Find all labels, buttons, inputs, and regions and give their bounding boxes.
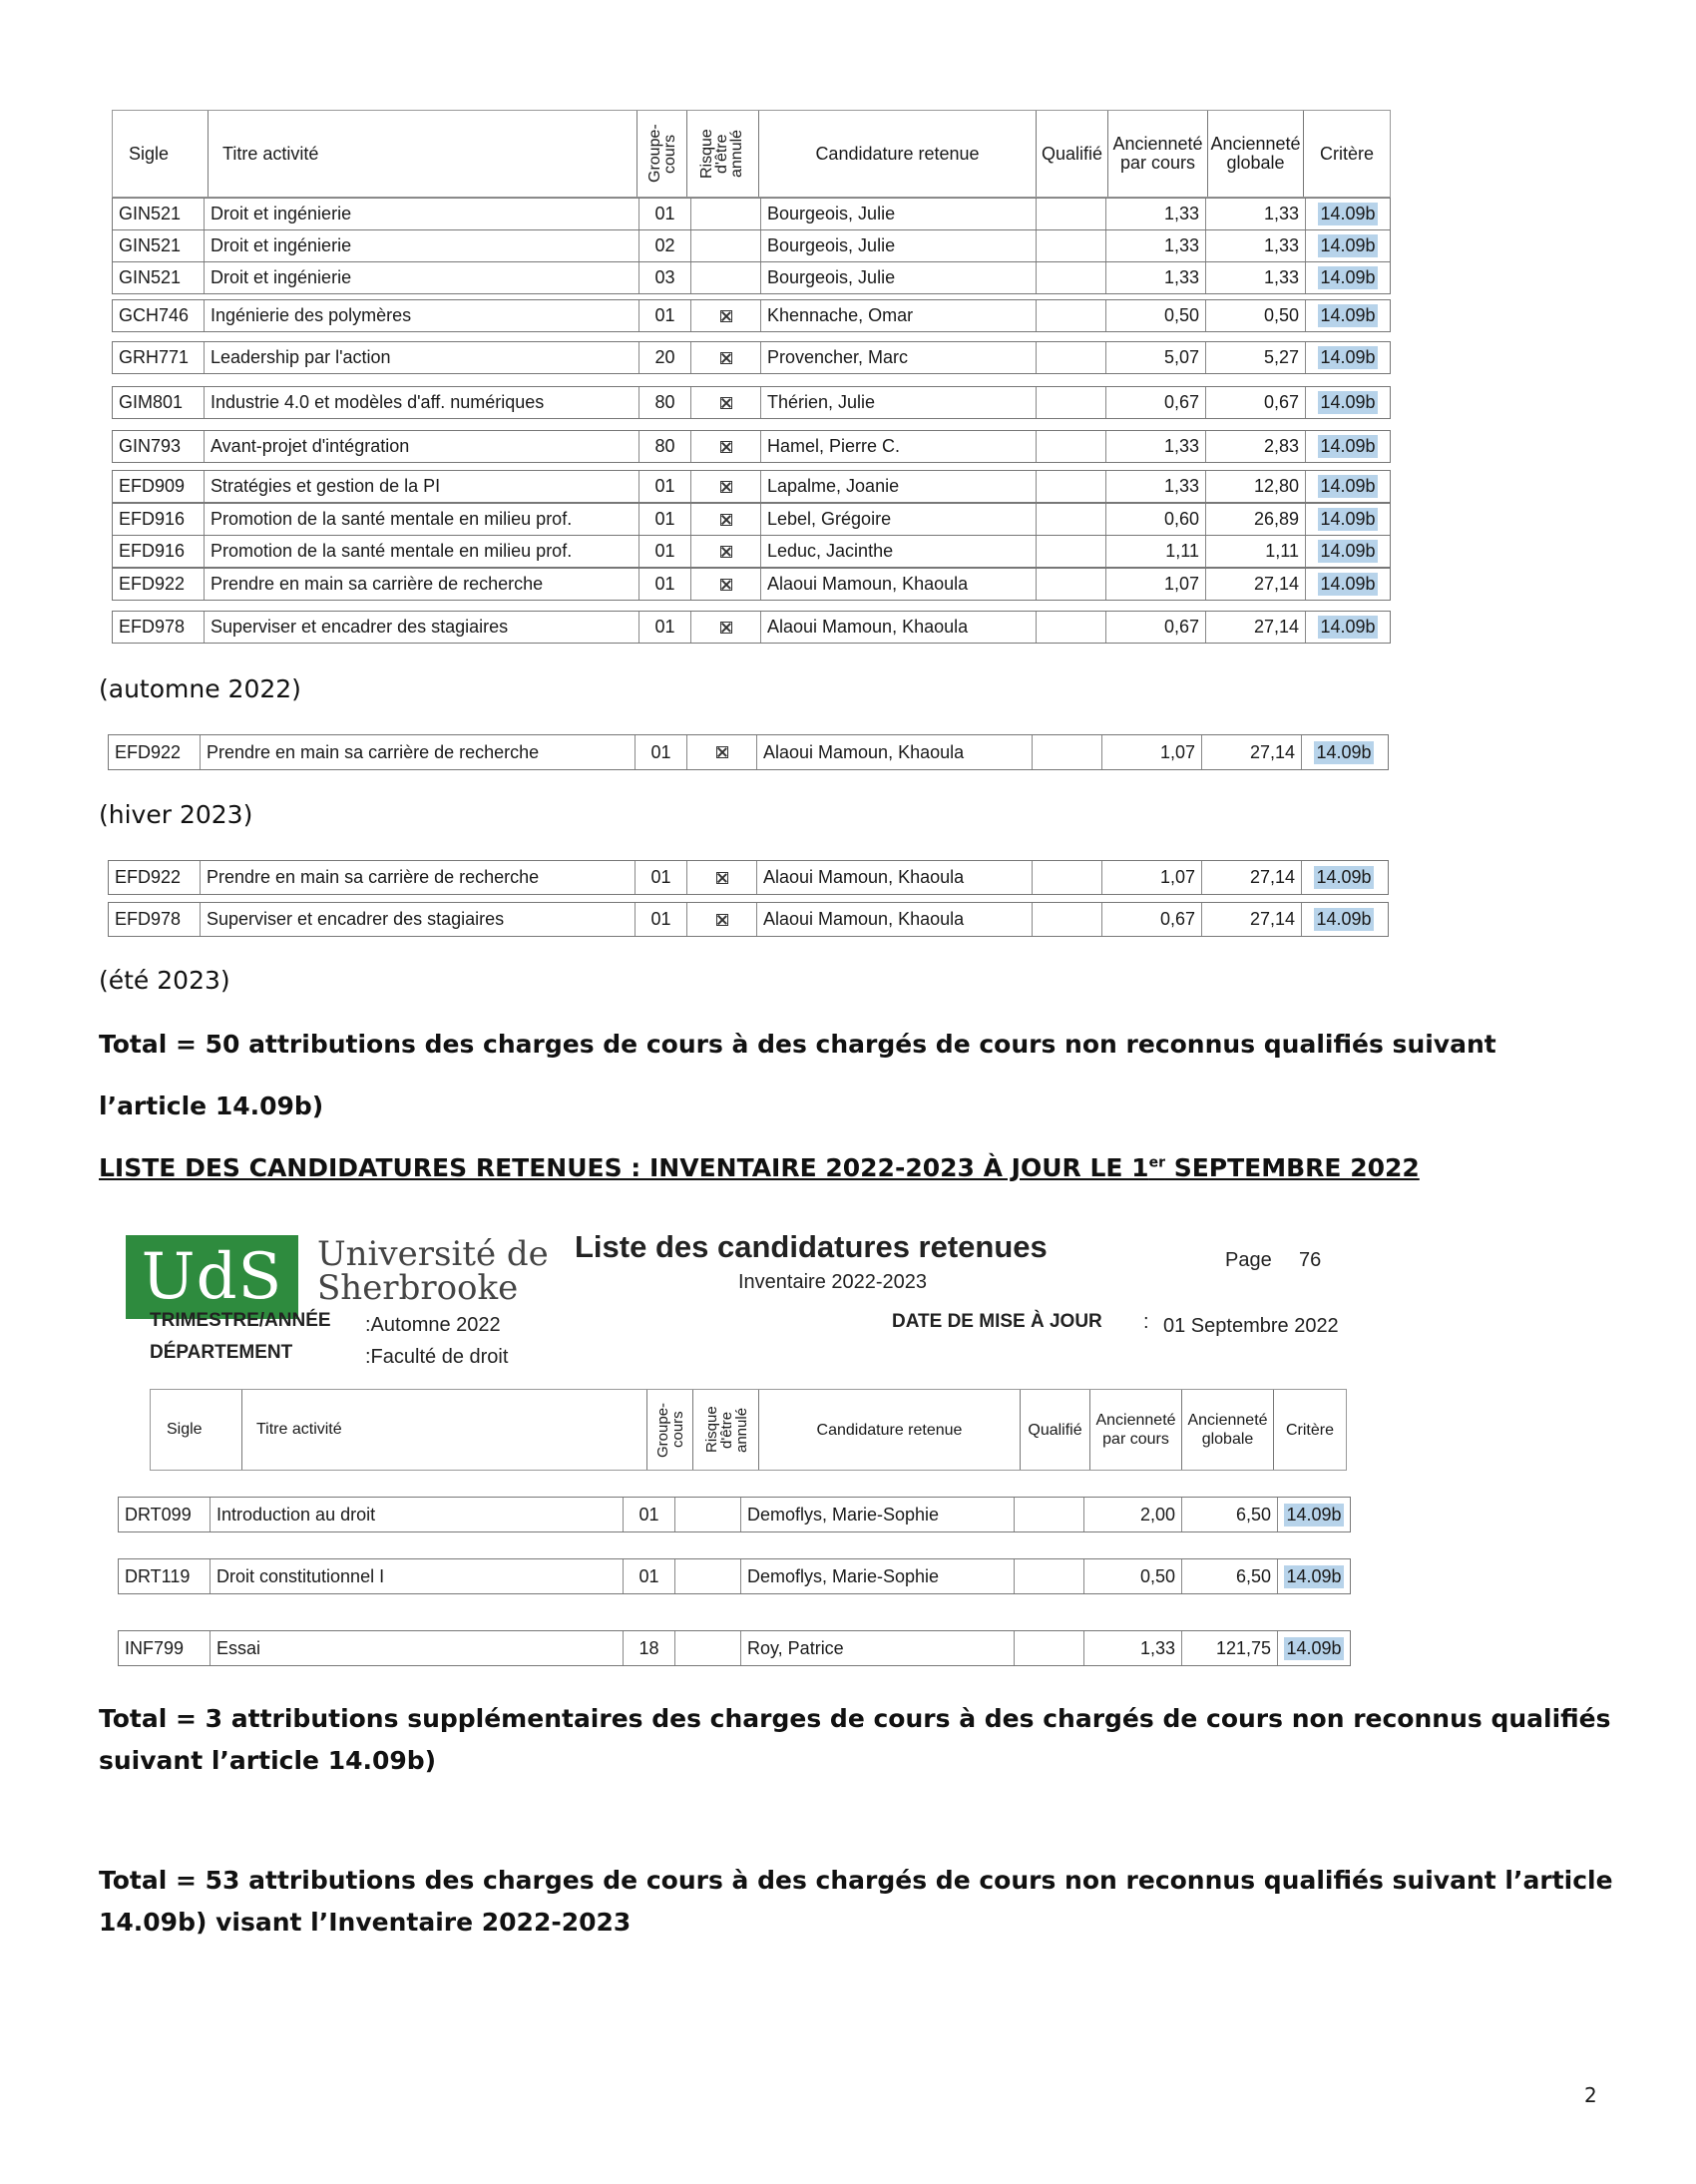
cell-qualifie (1015, 1559, 1084, 1593)
header-risque-d: Risque d'être annulé (693, 1390, 759, 1470)
cell-titre: Prendre en main sa carrière de recherche (201, 861, 636, 894)
cell-risque (691, 387, 761, 418)
cell-groupe: 01 (624, 1559, 675, 1593)
cell-anc_cours: 1,07 (1106, 569, 1206, 600)
cell-risque (691, 612, 761, 643)
cell-titre: Avant-projet d'intégration (205, 431, 639, 462)
cell-anc_cours: 1,07 (1102, 735, 1202, 769)
table-row (108, 902, 1389, 937)
table-row (112, 341, 1391, 374)
cell-sigle: GIN521 (113, 199, 205, 229)
cell-critere: 14.09b (1320, 509, 1376, 529)
cell-groupe: 01 (639, 300, 691, 331)
cell-critere: 14.09b (1320, 267, 1376, 287)
header-sigle: Sigle (113, 111, 209, 197)
cell-candidat: Hamel, Pierre C. (761, 431, 1037, 462)
cell-groupe: 01 (639, 471, 691, 502)
cell-critere: 14.09b (1286, 1565, 1342, 1586)
cell-anc_globale: 27,14 (1206, 569, 1306, 600)
cell-anc_cours: 1,07 (1102, 861, 1202, 894)
cell-qualifie (1037, 199, 1106, 229)
cell-risque (691, 536, 761, 567)
cell-sigle: EFD916 (113, 536, 205, 567)
table-row (112, 503, 1391, 536)
cell-anc_globale: 27,14 (1202, 735, 1302, 769)
cell-anc_globale: 26,89 (1206, 504, 1306, 535)
cell-risque (687, 735, 757, 769)
cell-critere: 14.09b (1320, 541, 1376, 561)
table-row (108, 734, 1389, 770)
header-titre-d: Titre activité (242, 1390, 647, 1470)
cell-qualifie (1015, 1498, 1084, 1531)
checked-box-icon (720, 441, 732, 453)
cell-critere: 14.09b (1320, 392, 1376, 412)
cell-titre: Droit et ingénierie (205, 262, 639, 293)
total-3-line1: Total = 3 attributions supplémentaires des charges de cours à des chargés de cours non reconnus qualifiés (99, 1704, 1611, 1733)
cell-qualifie (1037, 471, 1106, 502)
cell-sigle: GIN521 (113, 262, 205, 293)
cell-candidat: Roy, Patrice (741, 1631, 1015, 1665)
cell-titre: Prendre en main sa carrière de recherche (205, 569, 639, 600)
cell-sigle: GCH746 (113, 300, 205, 331)
cell-risque (691, 199, 761, 229)
table-row (112, 299, 1391, 332)
cell-anc_cours: 0,60 (1106, 504, 1206, 535)
cell-risque (691, 431, 761, 462)
header-sigle-d: Sigle (151, 1390, 242, 1470)
cell-anc_cours: 0,67 (1106, 612, 1206, 643)
table-d-header (150, 1389, 1347, 1471)
checked-box-icon (716, 746, 728, 758)
checked-box-icon (720, 622, 732, 634)
cell-critere: 14.09b (1316, 741, 1372, 762)
cell-groupe: 80 (639, 387, 691, 418)
cell-anc_globale: 0,67 (1206, 387, 1306, 418)
cell-groupe: 03 (639, 262, 691, 293)
cell-risque (675, 1559, 741, 1593)
cell-qualifie (1037, 230, 1106, 261)
header-anc-globale-d: Ancienneté globale (1182, 1390, 1274, 1470)
cell-anc_globale: 0,50 (1206, 300, 1306, 331)
header-qualifie: Qualifié (1037, 111, 1108, 197)
table-row (112, 568, 1391, 601)
cell-sigle: EFD922 (113, 569, 205, 600)
cell-anc_globale: 27,14 (1202, 903, 1302, 936)
cell-groupe: 01 (639, 536, 691, 567)
cell-risque (687, 861, 757, 894)
cell-qualifie (1037, 387, 1106, 418)
cell-groupe: 01 (639, 504, 691, 535)
cell-titre: Stratégies et gestion de la PI (205, 471, 639, 502)
cell-anc_globale: 27,14 (1202, 861, 1302, 894)
header-qualifie-d: Qualifié (1021, 1390, 1090, 1470)
cell-groupe: 01 (639, 569, 691, 600)
cell-anc_globale: 27,14 (1206, 612, 1306, 643)
cell-qualifie (1037, 342, 1106, 373)
table-row (118, 1558, 1351, 1594)
total-50-line2: l’article 14.09b) (99, 1092, 324, 1120)
cell-candidat: Bourgeois, Julie (761, 199, 1037, 229)
total-53-line1: Total = 53 attributions des charges de cours à des chargés de cours non reconnus qualifiés suivant l’article (99, 1866, 1613, 1895)
cell-critere: 14.09b (1320, 436, 1376, 456)
cell-qualifie (1037, 262, 1106, 293)
cell-candidat: Leduc, Jacinthe (761, 536, 1037, 567)
cell-risque (691, 471, 761, 502)
cell-risque (691, 504, 761, 535)
cell-risque (675, 1631, 741, 1665)
label-ete: (été 2023) (99, 966, 230, 995)
cell-sigle: GIM801 (113, 387, 205, 418)
departement-value: :Faculté de droit (365, 1346, 509, 1368)
cell-critere: 14.09b (1286, 1637, 1342, 1658)
report-subtitle: Inventaire 2022-2023 (738, 1271, 928, 1293)
cell-critere: 14.09b (1320, 235, 1376, 255)
date-label: DATE DE MISE À JOUR (892, 1311, 1102, 1332)
cell-risque (691, 230, 761, 261)
cell-groupe: 02 (639, 230, 691, 261)
header-groupe-d: Groupe-cours (647, 1390, 693, 1470)
cell-titre: Introduction au droit (211, 1498, 624, 1531)
cell-titre: Promotion de la santé mentale en milieu prof. (205, 536, 639, 567)
cell-sigle: EFD916 (113, 504, 205, 535)
trimestre-value: :Automne 2022 (365, 1314, 501, 1336)
header-groupe: Groupe-cours (637, 111, 687, 197)
cell-critere: 14.09b (1320, 476, 1376, 496)
table-row (112, 261, 1391, 294)
cell-critere: 14.09b (1316, 867, 1372, 887)
header-anc-cours-d: Ancienneté par cours (1090, 1390, 1182, 1470)
cell-anc_globale: 1,33 (1206, 230, 1306, 261)
cell-groupe: 01 (624, 1498, 675, 1531)
cell-anc_globale: 1,11 (1206, 536, 1306, 567)
cell-titre: Droit constitutionnel I (211, 1559, 624, 1593)
checked-box-icon (720, 579, 732, 591)
header-anc-cours: Ancienneté par cours (1108, 111, 1208, 197)
cell-critere: 14.09b (1320, 574, 1376, 594)
cell-groupe: 18 (624, 1631, 675, 1665)
page-value: 76 (1299, 1249, 1322, 1271)
cell-sigle: EFD978 (113, 612, 205, 643)
header-anc-globale: Ancienneté globale (1208, 111, 1304, 197)
cell-titre: Prendre en main sa carrière de recherche (201, 735, 636, 769)
cell-titre: Droit et ingénierie (205, 230, 639, 261)
cell-sigle: EFD922 (109, 861, 201, 894)
cell-candidat: Alaoui Mamoun, Khaoula (757, 903, 1033, 936)
checked-box-icon (720, 514, 732, 526)
cell-critere: 14.09b (1316, 909, 1372, 929)
cell-groupe: 01 (636, 861, 687, 894)
cell-qualifie (1037, 431, 1106, 462)
cell-anc_cours: 0,67 (1106, 387, 1206, 418)
cell-groupe: 20 (639, 342, 691, 373)
cell-candidat: Provencher, Marc (761, 342, 1037, 373)
cell-critere: 14.09b (1320, 347, 1376, 367)
cell-risque (691, 300, 761, 331)
cell-qualifie (1033, 861, 1102, 894)
trimestre-label: TRIMESTRE/ANNÉE (150, 1310, 331, 1331)
cell-anc_cours: 1,33 (1106, 262, 1206, 293)
header-critere-d: Critère (1285, 1421, 1334, 1439)
table-row (108, 860, 1389, 895)
cell-sigle: DRT099 (119, 1498, 211, 1531)
cell-candidat: Demoflys, Marie-Sophie (741, 1498, 1015, 1531)
cell-candidat: Lebel, Grégoire (761, 504, 1037, 535)
cell-anc_globale: 1,33 (1206, 262, 1306, 293)
cell-anc_cours: 5,07 (1106, 342, 1206, 373)
cell-titre: Ingénierie des polymères (205, 300, 639, 331)
cell-sigle: INF799 (119, 1631, 211, 1665)
table-row (112, 198, 1391, 230)
cell-sigle: GIN793 (113, 431, 205, 462)
page-number: 2 (1584, 2083, 1597, 2107)
cell-sigle: EFD922 (109, 735, 201, 769)
header-critere: Critère (1319, 143, 1374, 164)
cell-titre: Industrie 4.0 et modèles d'aff. numériques (205, 387, 639, 418)
total-3-line2: suivant l’article 14.09b) (99, 1746, 437, 1775)
table-row (118, 1630, 1351, 1666)
cell-sigle: DRT119 (119, 1559, 211, 1593)
cell-anc_globale: 6,50 (1182, 1498, 1278, 1531)
cell-qualifie (1037, 569, 1106, 600)
date-separator: : (1143, 1311, 1149, 1333)
cell-anc_globale: 5,27 (1206, 342, 1306, 373)
cell-anc_globale: 12,80 (1206, 471, 1306, 502)
checked-box-icon (720, 310, 732, 322)
cell-critere: 14.09b (1320, 617, 1376, 637)
cell-candidat: Bourgeois, Julie (761, 230, 1037, 261)
label-automne: (automne 2022) (99, 674, 301, 703)
cell-groupe: 80 (639, 431, 691, 462)
liste-title: LISTE DES CANDIDATURES RETENUES : INVENTAIRE 2022-2023 À JOUR LE 1er SEPTEMBRE 2022 (99, 1153, 1420, 1182)
table-row (118, 1497, 1351, 1532)
report-title: Liste des candidatures retenues (575, 1229, 1048, 1264)
uds-logo: UdS (126, 1235, 298, 1319)
cell-candidat: Lapalme, Joanie (761, 471, 1037, 502)
cell-qualifie (1037, 536, 1106, 567)
page-label: Page (1225, 1249, 1272, 1271)
cell-risque (691, 342, 761, 373)
cell-candidat: Bourgeois, Julie (761, 262, 1037, 293)
checked-box-icon (720, 481, 732, 493)
cell-candidat: Thérien, Julie (761, 387, 1037, 418)
cell-anc_cours: 1,11 (1106, 536, 1206, 567)
cell-anc_cours: 0,50 (1084, 1559, 1182, 1593)
date-value: 01 Septembre 2022 (1163, 1315, 1339, 1337)
cell-critere: 14.09b (1320, 305, 1376, 325)
cell-sigle: EFD978 (109, 903, 201, 936)
cell-groupe: 01 (636, 735, 687, 769)
cell-sigle: GIN521 (113, 230, 205, 261)
cell-anc_cours: 1,33 (1106, 431, 1206, 462)
cell-candidat: Alaoui Mamoun, Khaoula (757, 735, 1033, 769)
checked-box-icon (720, 352, 732, 364)
cell-groupe: 01 (639, 612, 691, 643)
university-name: Université de Sherbrooke (317, 1234, 549, 1308)
cell-anc_cours: 1,33 (1106, 230, 1206, 261)
cell-candidat: Alaoui Mamoun, Khaoula (761, 569, 1037, 600)
cell-anc_globale: 6,50 (1182, 1559, 1278, 1593)
table-row (112, 611, 1391, 644)
header-candidature: Candidature retenue (759, 111, 1037, 197)
cell-candidat: Khennache, Omar (761, 300, 1037, 331)
cell-qualifie (1033, 735, 1102, 769)
cell-titre: Leadership par l'action (205, 342, 639, 373)
cell-qualifie (1033, 903, 1102, 936)
cell-qualifie (1037, 612, 1106, 643)
cell-critere: 14.09b (1286, 1504, 1342, 1525)
cell-titre: Droit et ingénierie (205, 199, 639, 229)
total-50-line1: Total = 50 attributions des charges de cours à des chargés de cours non reconnus qualifiés suivant (99, 1030, 1496, 1059)
header-candidature-d: Candidature retenue (759, 1390, 1021, 1470)
cell-candidat: Alaoui Mamoun, Khaoula (757, 861, 1033, 894)
total-53-line2: 14.09b) visant l’Inventaire 2022-2023 (99, 1908, 632, 1937)
cell-titre: Superviser et encadrer des stagiaires (205, 612, 639, 643)
table-row (112, 229, 1391, 262)
cell-titre: Essai (211, 1631, 624, 1665)
cell-qualifie (1037, 504, 1106, 535)
header-titre: Titre activité (209, 111, 637, 197)
cell-groupe: 01 (639, 199, 691, 229)
table-row (112, 430, 1391, 463)
table-a-header (112, 110, 1391, 198)
label-hiver: (hiver 2023) (99, 800, 253, 829)
cell-qualifie (1015, 1631, 1084, 1665)
cell-anc_cours: 2,00 (1084, 1498, 1182, 1531)
header-risque: Risque d'être annulé (687, 111, 759, 197)
checked-box-icon (716, 872, 728, 884)
cell-anc_cours: 1,33 (1084, 1631, 1182, 1665)
departement-label: DÉPARTEMENT (150, 1342, 293, 1363)
checked-box-icon (720, 397, 732, 409)
cell-groupe: 01 (636, 903, 687, 936)
cell-risque (691, 262, 761, 293)
table-row (112, 535, 1391, 568)
cell-risque (691, 569, 761, 600)
cell-sigle: EFD909 (113, 471, 205, 502)
cell-anc_cours: 1,33 (1106, 471, 1206, 502)
cell-risque (675, 1498, 741, 1531)
cell-anc_globale: 1,33 (1206, 199, 1306, 229)
cell-anc_globale: 2,83 (1206, 431, 1306, 462)
table-row (112, 470, 1391, 503)
cell-titre: Promotion de la santé mentale en milieu prof. (205, 504, 639, 535)
cell-anc_globale: 121,75 (1182, 1631, 1278, 1665)
cell-anc_cours: 0,50 (1106, 300, 1206, 331)
cell-anc_cours: 1,33 (1106, 199, 1206, 229)
checked-box-icon (720, 546, 732, 558)
checked-box-icon (716, 914, 728, 926)
cell-anc_cours: 0,67 (1102, 903, 1202, 936)
cell-critere: 14.09b (1320, 204, 1376, 223)
table-row (112, 386, 1391, 419)
cell-titre: Superviser et encadrer des stagiaires (201, 903, 636, 936)
cell-sigle: GRH771 (113, 342, 205, 373)
cell-candidat: Demoflys, Marie-Sophie (741, 1559, 1015, 1593)
cell-candidat: Alaoui Mamoun, Khaoula (761, 612, 1037, 643)
cell-qualifie (1037, 300, 1106, 331)
cell-risque (687, 903, 757, 936)
